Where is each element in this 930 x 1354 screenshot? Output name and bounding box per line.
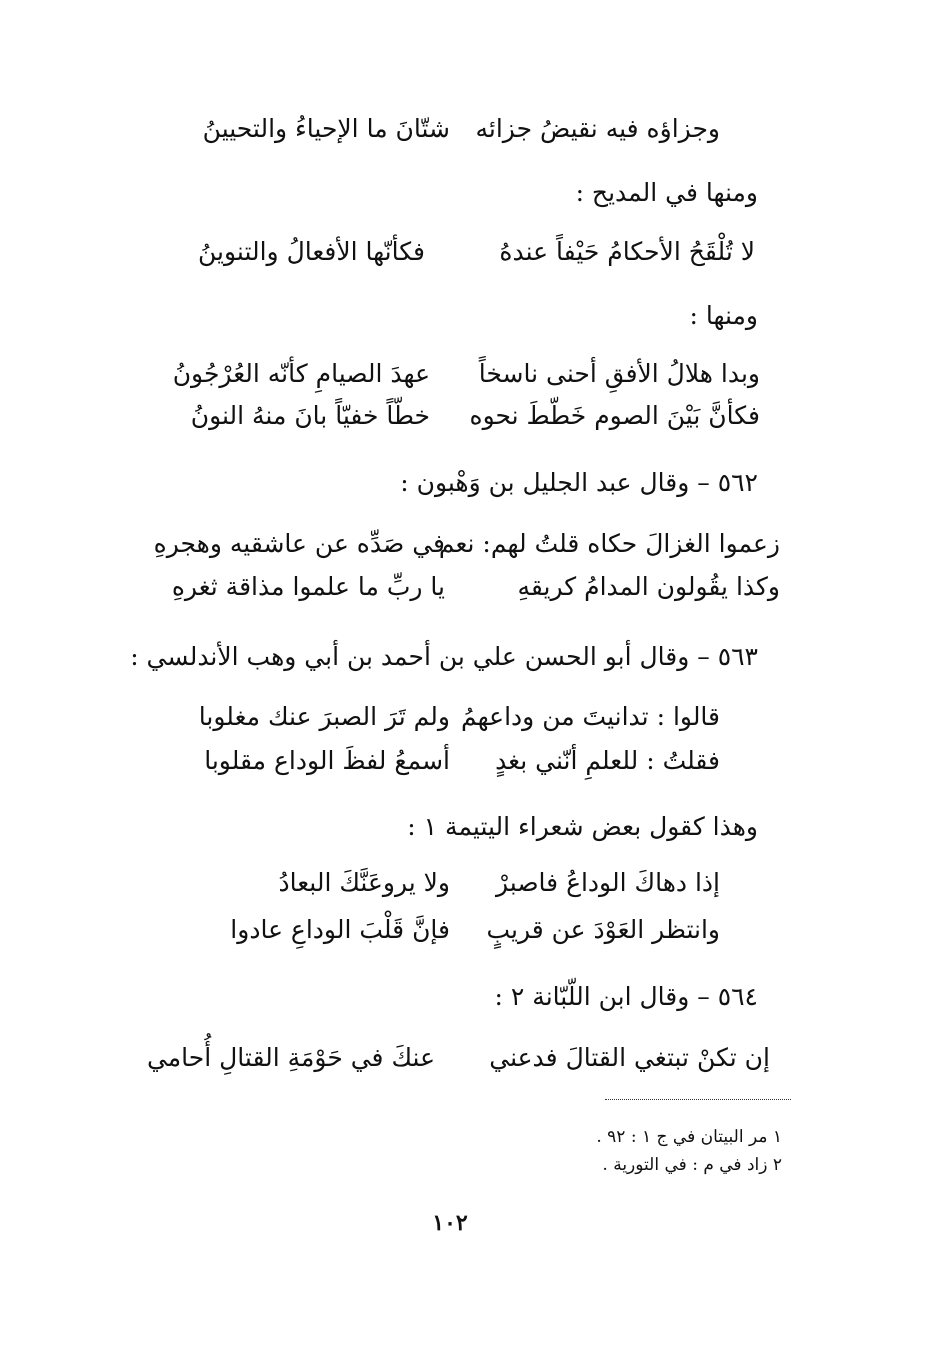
verse-second-hemistich: خطّاً خفيّاً بانَ منهُ النونُ [190,401,430,430]
verse-first-hemistich: فقلتُ : للعلمِ أنّني بغدٍ [495,746,720,775]
section-intro: ومنها : [689,301,758,330]
verse-first-hemistich: وبدا هلالُ الأفقِ أحنى ناسخاً [478,359,760,388]
comparison-intro: وهذا كقول بعض شعراء اليتيمة ١ : [407,812,758,841]
footnote: ٢ زاد في م : في التورية . [602,1155,782,1175]
verse-second-hemistich: ولم تَرَ الصبرَ عنك مغلوبا [198,702,450,731]
verse [150,235,755,269]
verse-first-hemistich: قالوا : تدانيتَ من وداعهمُ [461,702,720,731]
verse [125,527,780,561]
section-intro: ومنها في المديح : [575,178,758,207]
verse-second-hemistich: في صَدِّه عن عاشقيه وهجرهِ [153,529,445,558]
verse-second-hemistich: ولا يروعَنَّكَ البعادُ [278,868,450,897]
verse [140,399,760,433]
verse [175,866,720,900]
entry-heading-563: ٥٦٣ – وقال أبو الحسن علي بن أحمد بن أبي وهب الأندلسي : [130,642,758,671]
verse-second-hemistich: عنكَ في حَوْمَةِ القتالِ أُحامي [146,1043,435,1072]
verse [175,913,720,947]
verse-second-hemistich: فإنَّ قَلْبَ الوداعِ عادوا [230,915,450,944]
verse-second-hemistich: عهدَ الصيامِ كأنّه العُرْجُونُ [172,359,430,388]
verse-first-hemistich: زعموا الغزالَ حكاه قلتُ لهم: نعم [438,529,780,558]
verse-second-hemistich: أسمعُ لفظَ الوداع مقلوبا [204,746,450,775]
verse [125,570,780,604]
verse [175,700,720,734]
verse-first-hemistich: وكذا يقُولون المدامُ كريقهِ [517,572,780,601]
footnote: ١ مر البيتان في ج ١ : ٩٢ . [596,1127,782,1147]
verse [175,744,720,778]
verse-first-hemistich: وانتظر العَوْدَ عن قريبٍ [486,915,720,944]
verse [146,1041,770,1075]
verse-second-hemistich: يا ربِّ ما علموا مذاقة ثغرهِ [171,572,445,601]
entry-heading-562: ٥٦٢ – وقال عبد الجليل بن وَهْبون : [400,468,758,497]
verse-first-hemistich: وجزاؤه فيه نقيضُ جزائه [475,114,720,143]
footnote-divider [605,1099,791,1100]
verse [140,357,760,391]
verse-first-hemistich: إذا دهاكَ الوداعُ فاصبرْ [495,868,720,897]
entry-heading-564: ٥٦٤ – وقال ابن اللّبّانة ٢ : [494,982,758,1011]
verse [180,112,720,146]
verse-second-hemistich: شتّانَ ما الإحياءُ والتحيينُ [202,114,450,143]
page-number: ١٠٢ [432,1210,468,1236]
verse-first-hemistich: إن تكنْ تبتغي القتالَ فدعني [489,1043,770,1072]
verse-first-hemistich: فكأنَّ بَيْنَ الصوم خَطّطَ نحوه [469,401,760,430]
verse-second-hemistich: فكأنّها الأفعالُ والتنوينُ [198,237,425,266]
verse-first-hemistich: لا تُلْقَحُ الأحكامُ حَيْفاً عندهُ [499,237,755,266]
